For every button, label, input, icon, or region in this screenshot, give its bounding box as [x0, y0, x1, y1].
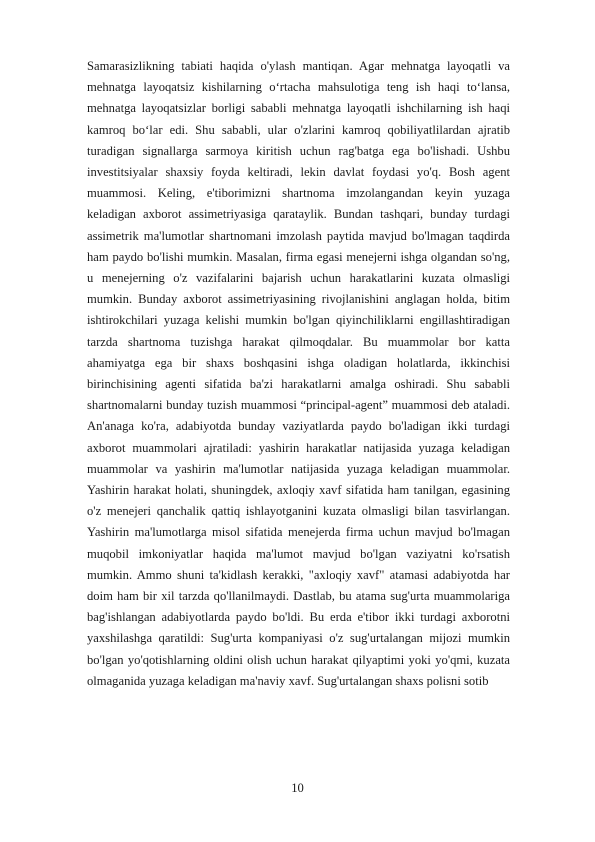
page-number: 10: [291, 781, 304, 795]
body-paragraph: Samarasizlikning tabiati haqida o'ylash mantiqan. Agar mehnatga layoqatli va mehnatga layoqatsiz kishilarning o‘rtacha mahsulotiga teng ish haqi to‘lansa, mehnatga layoqatsizlar borligi sababli mehnatga layoqatli ishchilarning ish haqi kamroq bo‘lar edi. Shu sababli, ular o'zlarini kamroq qobiliyatlilardan ajratib turadigan signallarga sarmoya kiritish uchun rag'batga ega bo'lishadi. Ushbu investitsiyalar shaxsiy foyda keltiradi, lekin davlat foydasi yo'q. Bosh agent muammosi. Keling, e'tiborimizni shartnoma imzolangandan keyin yuzaga keladigan axborot assimetriyasiga qarataylik. Bundan tashqari, bunday turdagi assimetrik ma'lumotlar shartnomani imzolash paytida mavjud bo'lmagan taqdirda ham paydo bo'lishi mumkin. Masalan, firma egasi menejerni ishga olgandan so'ng, u menejerning o'z vazifalarini bajarish uchun harakatlarini kuzata olmasligi mumkin. Bunday axborot assimetriyasining rivojlanishini anglagan holda, bitim ishtirokchilari yuzaga kelishi mumkin bo'lgan qiyinchiliklarni engillashtiradigan tarzda shartnoma tuzishga harakat qilmoqdalar. Bu muammolar bor katta ahamiyatga ega bir shaxs boshqasini ishga oladigan holatlarda, ikkinchisi birinchisining agenti sifatida ba'zi harakatlarni amalga oshiradi. Shu sababli shartnomalarni bunday tuzish muammosi “principal-agent” muammosi deb ataladi. An'anaga ko'ra, adabiyotda bunday vaziyatlarda paydo bo'ladigan ikki turdagi axborot muammolari ajratiladi: yashirin harakatlar natijasida yuzaga keladigan muammolar va yashirin ma'lumotlar natijasida yuzaga keladigan muammolar. Yashirin harakat holati, shuningdek, axloqiy xavf sifatida ham tanilgan, egasining o'z menejeri qanchalik qattiq ishlayotganini kuzata olmasligi bilan tasvirlangan. Yashirin ma'lumotlarga misol sifatida menejerda firma uchun mavjud bo'lmagan muqobil imkoniyatlar haqida ma'lumot mavjud bo'lgan vaziyatni ko'rsatish mumkin. Ammo shuni ta'kidlash kerakki, "axloqiy xavf" atamasi adabiyotda har doim ham bir xil tarzda qo'llanilmaydi. Dastlab, bu atama sug'urta muammolariga bag'ishlangan adabiyotlarda paydo bo'ldi. Bu erda e'tibor ikki turdagi axborotni yaxshilashga qaratildi: Sug'urta kompaniyasi o'z sug'urtalangan mijozi mumkin bo'lgan yo'qotishlarning oldini olish uchun harakat qilyaptimi yoki yo'qmi, kuzata olmaganida yuzaga keladigan ma'naviy xavf. Sug'urtalangan shaxs polisni sotib: [87, 59, 510, 688]
